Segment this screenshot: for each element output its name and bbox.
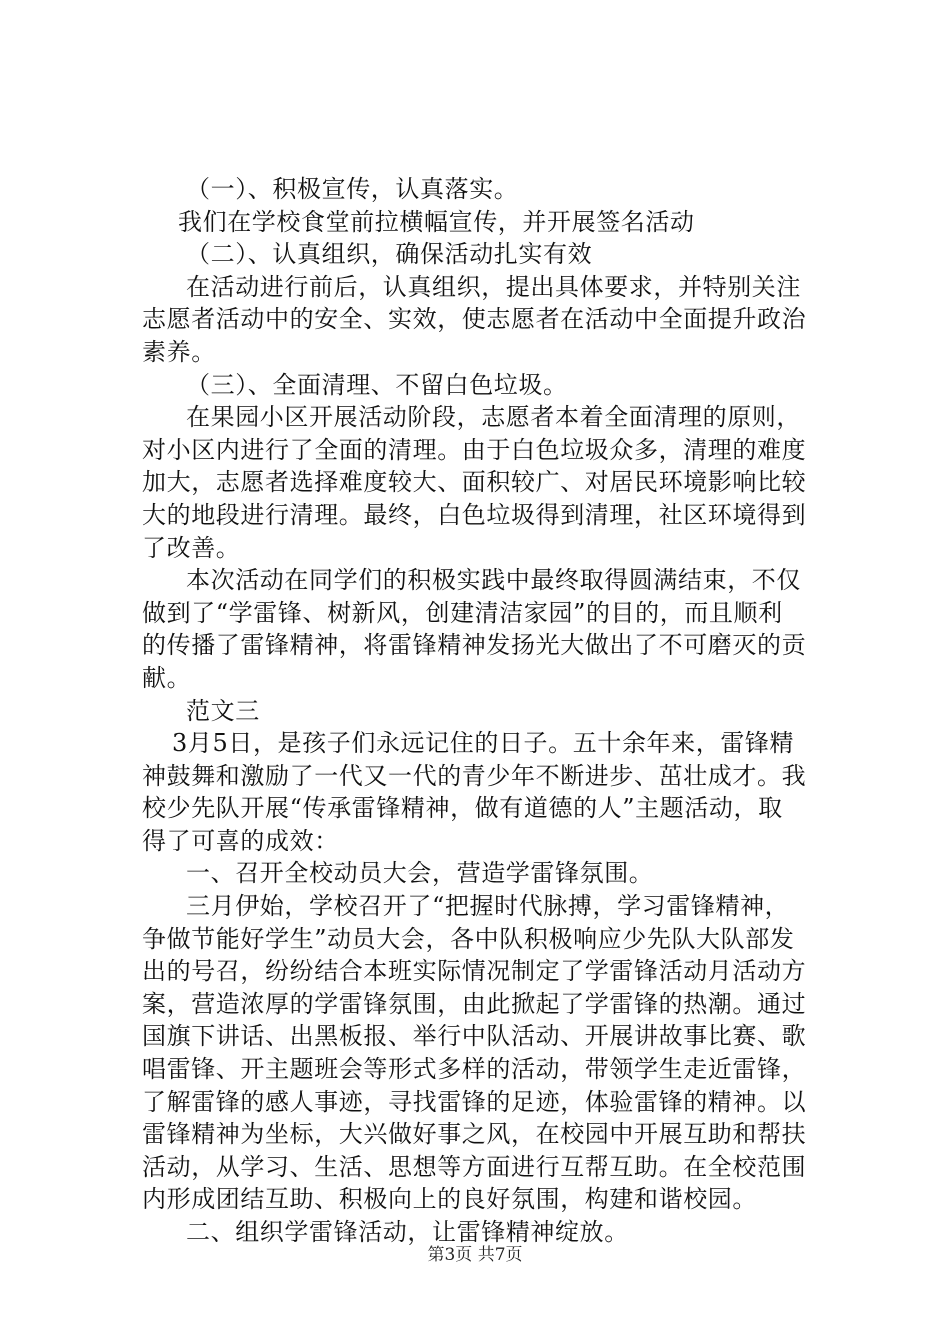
document-body — [142, 173, 812, 1249]
section-heading: 二、组织学雷锋活动，让雷锋精神绽放。 — [186, 1218, 629, 1246]
paragraph-line: 加大，志愿者选择难度较大、面积较广、对居民环境影响比较 — [142, 468, 807, 497]
paragraph-line: 在活动进行前后，认真组织，提出具体要求，并特别关注 — [186, 272, 801, 301]
paragraph-line: 校少先队开展“传承雷锋精神，做有道德的人”主题活动，取 — [142, 794, 783, 823]
section-title: 范文三 — [186, 696, 260, 725]
paragraph-line: 得了可喜的成效： — [142, 826, 339, 855]
paragraph-line: 唱雷锋、开主题班会等形式多样的活动，带领学生走近雷锋， — [142, 1055, 807, 1084]
paragraph-line: 素养。 — [142, 337, 216, 366]
paragraph-line: 志愿者活动中的安全、实效，使志愿者在活动中全面提升政治 — [142, 305, 807, 334]
paragraph-line: 活动，从学习、生活、思想等方面进行互帮互助。在全校范围 — [142, 1152, 807, 1181]
section-heading: （三）、全面清理、不留白色垃圾。 — [186, 370, 568, 399]
paragraph-line: 大的地段进行清理。最终，白色垃圾得到清理，社区环境得到 — [142, 500, 807, 529]
paragraph-line: 神鼓舞和激励了一代又一代的青少年不断进步、茁壮成才。我 — [142, 761, 807, 790]
paragraph-line: 雷锋精神为坐标，大兴做好事之风，在校园中开展互助和帮扶 — [142, 1120, 807, 1149]
paragraph-line: 了改善。 — [142, 533, 241, 562]
paragraph-line: 三月伊始，学校召开了“把握时代脉搏，学习雷锋精神， — [186, 892, 790, 921]
paragraph-line: 本次活动在同学们的积极实践中最终取得圆满结束，不仅 — [186, 566, 801, 595]
paragraph-line: 3月5日，是孩子们永远记住的日子。五十余年来，雷锋精 — [172, 729, 795, 758]
paragraph-line: 在果园小区开展活动阶段，志愿者本着全面清理的原则， — [186, 403, 801, 432]
paragraph-line: 内形成团结互助、积极向上的良好氛围，构建和谐校园。 — [142, 1185, 757, 1214]
paragraph-line: 献。 — [142, 663, 192, 692]
paragraph-line: 争做节能好学生”动员大会，各中队积极响应少先队大队部发 — [142, 924, 795, 953]
paragraph-line: 对小区内进行了全面的清理。由于白色垃圾众多，清理的难度 — [142, 435, 807, 464]
section-heading: （一）、积极宣传，认真落实。 — [186, 175, 519, 203]
paragraph-line: 做到了“学雷锋、树新风，创建清洁家园”的目的，而且顺利 — [142, 598, 783, 627]
paragraph-line: 国旗下讲话、出黑板报、举行中队活动、开展讲故事比赛、歌 — [142, 1022, 807, 1051]
paragraph-line: 的传播了雷锋精神，将雷锋精神发扬光大做出了不可磨灭的贡 — [142, 631, 807, 660]
section-heading: （二）、认真组织，确保活动扎实有效 — [186, 240, 593, 269]
paragraph-line: 我们在学校食堂前拉横幅宣传，并开展签名活动 — [178, 207, 695, 236]
paragraph-line: 出的号召，纷纷结合本班实际情况制定了学雷锋活动月活动方 — [142, 957, 807, 986]
paragraph-line: 了解雷锋的感人事迹，寻找雷锋的足迹，体验雷锋的精神。以 — [142, 1087, 807, 1116]
section-heading: 一、召开全校动员大会，营造学雷锋氛围。 — [186, 859, 654, 888]
page-number-footer: 第3页 共7页 — [427, 1245, 523, 1265]
paragraph-line: 案，营造浓厚的学雷锋氛围，由此掀起了学雷锋的热潮。通过 — [142, 989, 807, 1018]
